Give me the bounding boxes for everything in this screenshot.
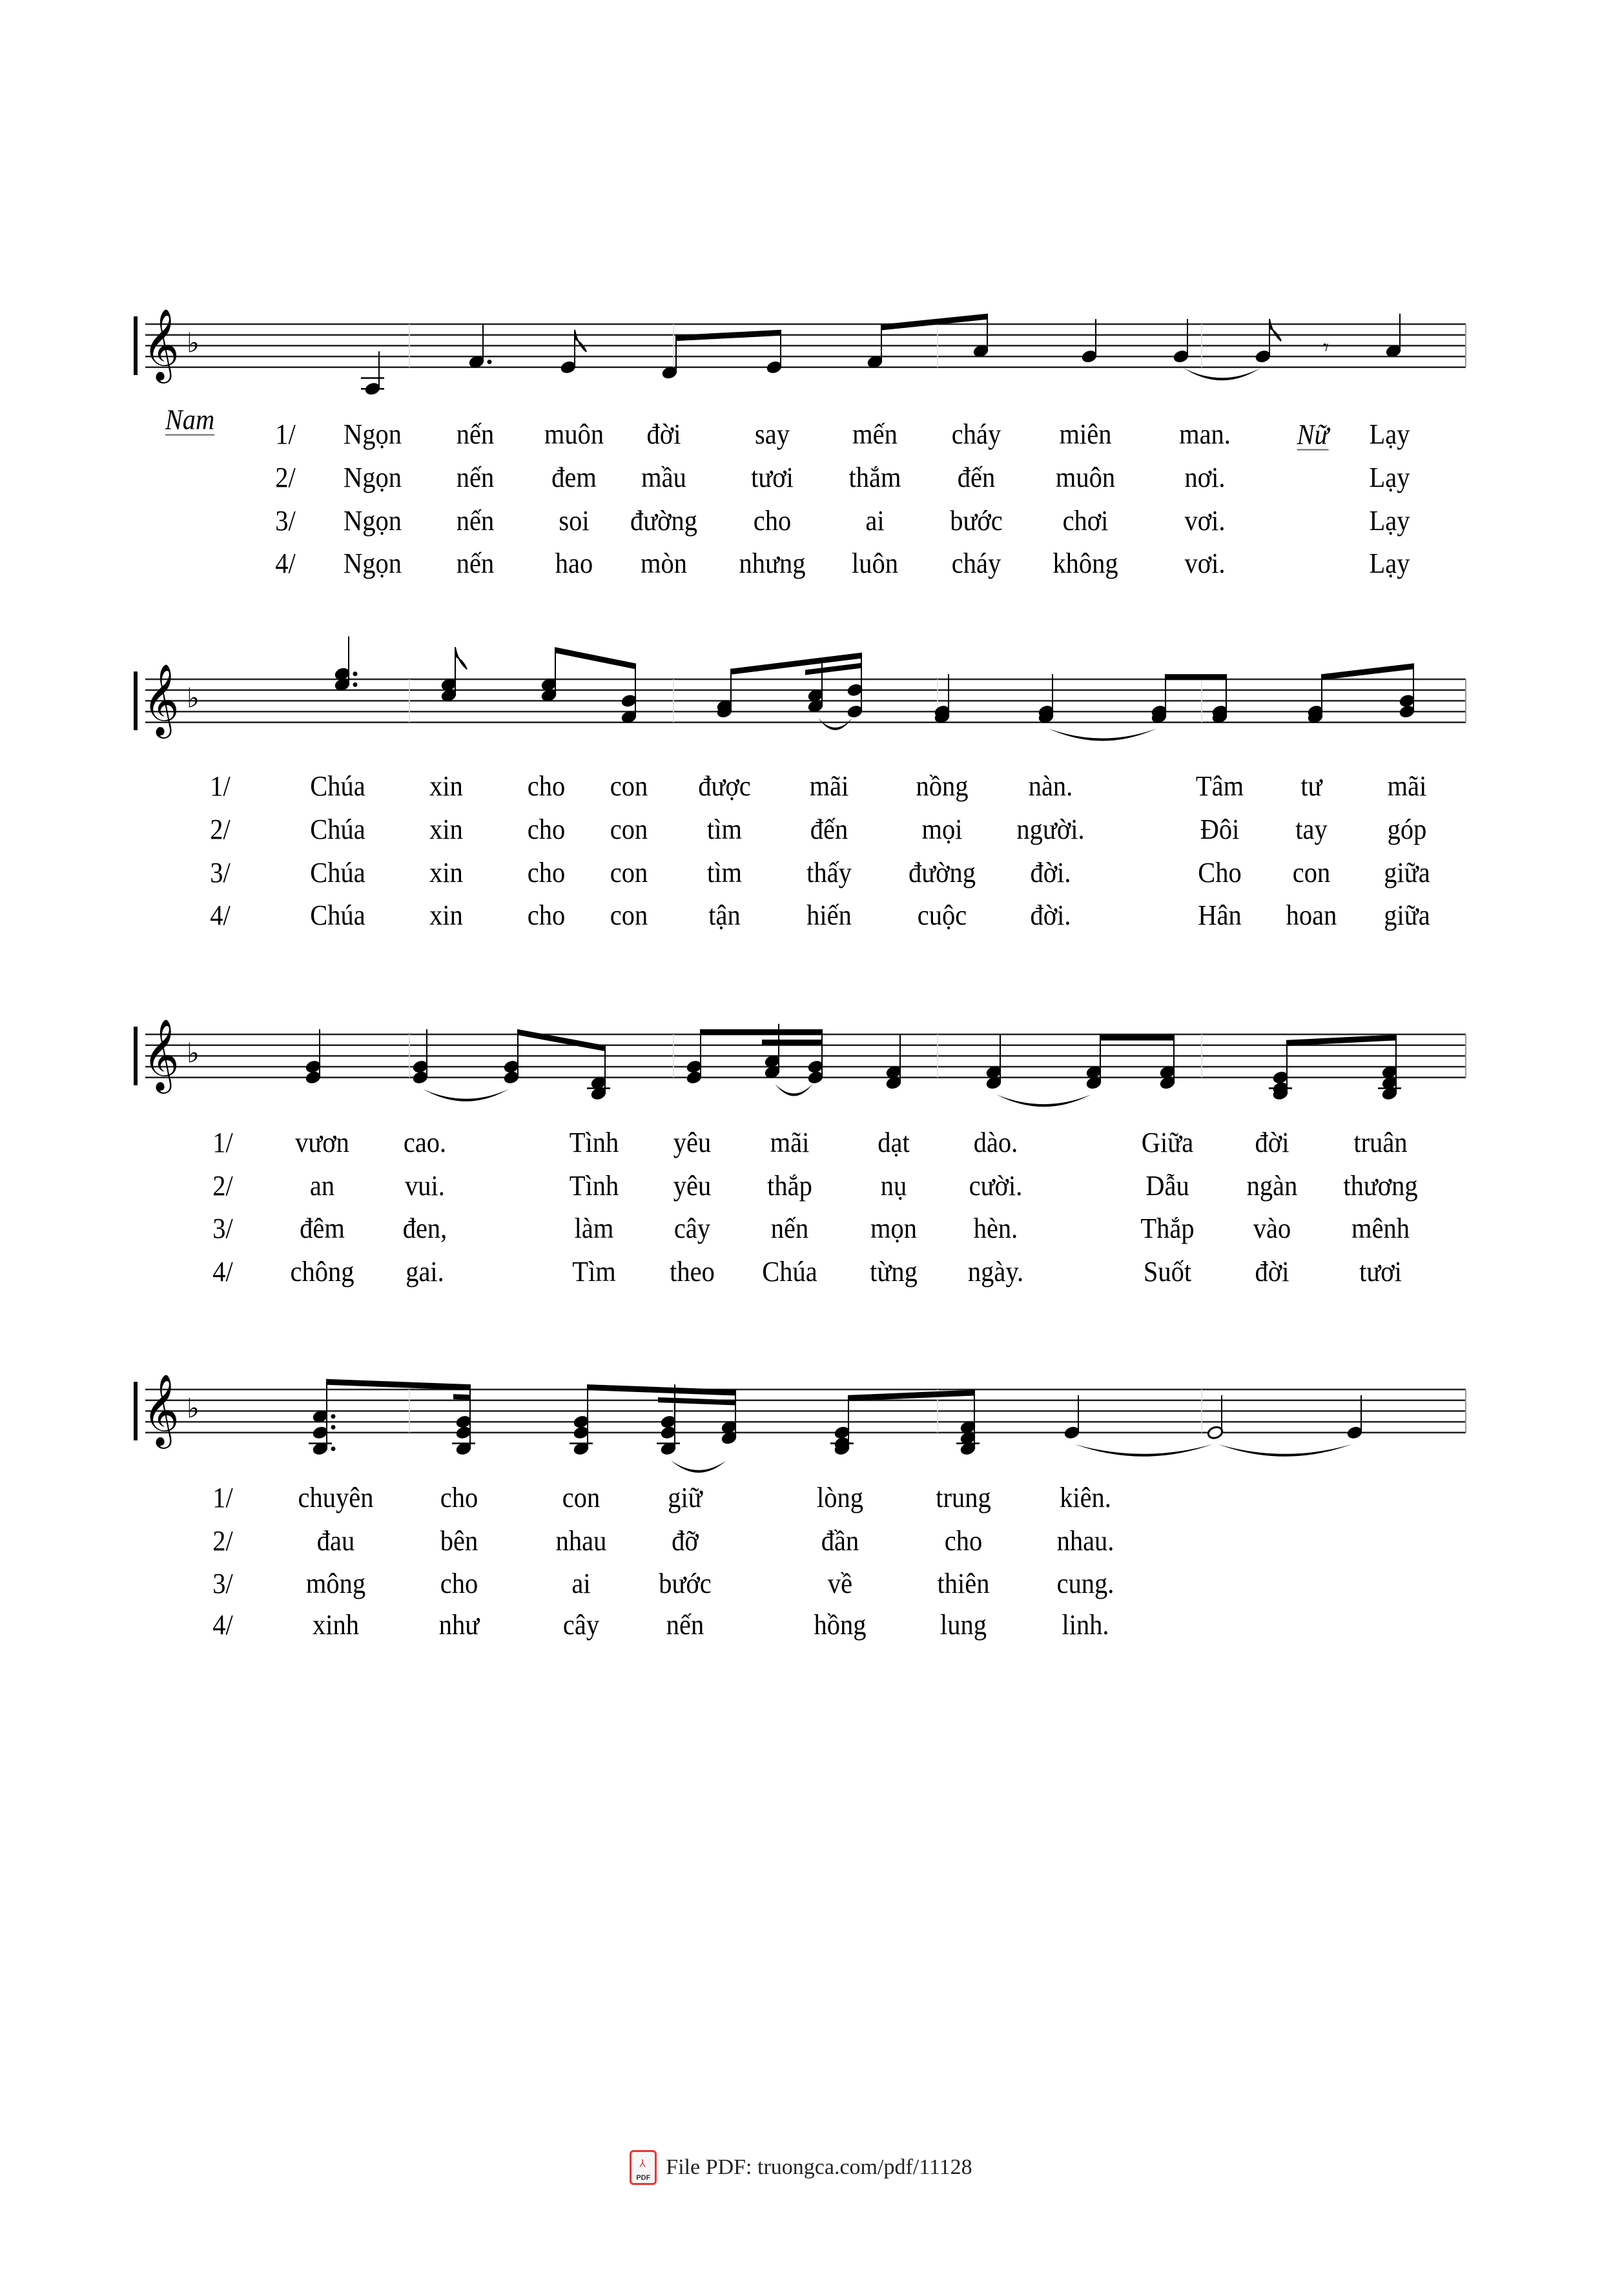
lyric-syllable: cho: [527, 857, 566, 888]
lyric-syllable: tìm: [707, 814, 742, 845]
lyric-syllable: bước: [950, 505, 1003, 537]
flat-key-signature-icon: ♭: [187, 1037, 200, 1069]
lyric-syllable: bên: [440, 1525, 478, 1557]
treble-clef-icon: 𝄞: [143, 663, 180, 736]
verse-number: 4/: [212, 1256, 233, 1287]
lyric-syllable: nến: [666, 1609, 704, 1641]
lyric-syllable: con: [562, 1482, 601, 1513]
augmentation-dot: [331, 1425, 336, 1430]
sixteenth-beam: [658, 1397, 675, 1403]
lyric-syllable: tươi: [1359, 1256, 1402, 1287]
lyric-syllable: không: [1053, 548, 1118, 579]
lyric-syllable: mến: [852, 418, 898, 450]
lyric-syllable: nến: [456, 505, 495, 537]
lyric-syllable: yêu: [673, 1170, 712, 1202]
lyric-syllable: Chúa: [310, 814, 365, 845]
lyric-syllable: an: [309, 1170, 335, 1202]
lyric-syllable: thiên: [937, 1568, 990, 1599]
verse-number: 3/: [212, 1568, 233, 1599]
lyric-syllable: cuộc: [917, 899, 967, 931]
lyric-syllable: lòng: [817, 1482, 863, 1513]
verse-number: 2/: [275, 462, 296, 493]
lyric-syllable: nến: [770, 1213, 809, 1244]
lyric-syllable: Chúa: [310, 770, 365, 802]
lyric-syllable: cho: [753, 505, 792, 537]
lyric-syllable: Lạy: [1369, 505, 1410, 537]
lyric-syllable: mãi: [770, 1127, 810, 1158]
lyric-syllable: truân: [1353, 1127, 1408, 1158]
eighth-flag: [575, 330, 586, 352]
lyric-syllable: chông: [290, 1256, 354, 1287]
flat-key-signature-icon: ♭: [187, 1392, 200, 1424]
beam: [518, 1029, 605, 1051]
lyric-syllable: soi: [559, 505, 590, 537]
verse-number: 3/: [210, 857, 231, 888]
lyric-syllable: nến: [456, 548, 495, 579]
lyric-syllable: yêu: [673, 1127, 712, 1158]
lyric-syllable: nến: [456, 462, 495, 493]
beam: [1322, 663, 1413, 680]
lyric-syllable: người.: [1016, 814, 1085, 845]
lyric-syllable: Ngọn: [344, 548, 402, 579]
beam: [327, 1379, 470, 1390]
lyric-syllable: nụ: [880, 1170, 907, 1202]
verse-number: 1/: [212, 1482, 233, 1513]
lyric-syllable: hao: [555, 548, 593, 579]
augmentation-dot: [331, 1446, 336, 1451]
lyric-syllable: làm: [574, 1213, 614, 1244]
lyric-syllable: cho: [527, 814, 566, 845]
lyric-syllable: cho: [440, 1568, 478, 1599]
footer[interactable]: [0, 2150, 1602, 2185]
lyric-syllable: vơi.: [1184, 505, 1226, 537]
augmentation-dot: [488, 360, 492, 364]
treble-clef-icon: 𝄞: [143, 1018, 180, 1091]
sixteenth-beam: [805, 668, 822, 675]
beam: [555, 647, 635, 669]
sixteenth-beam: [779, 1040, 822, 1045]
lyric-syllable: linh.: [1062, 1609, 1109, 1641]
lyric-syllable: tận: [708, 899, 741, 931]
lyric-syllable: xin: [429, 770, 463, 802]
beam: [588, 1384, 735, 1395]
lyric-syllable: thắm: [848, 462, 901, 493]
lyric-syllable: tư: [1300, 770, 1322, 802]
treble-clef-icon: 𝄞: [143, 308, 180, 381]
lyric-syllable: miên: [1059, 418, 1112, 450]
lyric-syllable: xin: [429, 857, 463, 888]
sixteenth-beam: [762, 1040, 779, 1045]
lyric-syllable: Chúa: [310, 899, 365, 931]
lyric-syllable: Lạy: [1369, 548, 1410, 579]
lyric-syllable: cao.: [403, 1127, 447, 1158]
lyric-syllable: dào.: [973, 1127, 1018, 1158]
lyric-syllable: đỡ: [672, 1525, 699, 1557]
tie: [671, 1461, 726, 1473]
beam: [676, 330, 781, 341]
lyric-syllable: con: [610, 857, 648, 888]
lyric-syllable: hoan: [1286, 899, 1337, 931]
lyric-syllable: đau: [316, 1525, 355, 1557]
lyric-syllable: vào: [1253, 1213, 1291, 1244]
eighth-flag: [1269, 319, 1281, 341]
verse-number: 1/: [210, 770, 231, 802]
lyric-syllable: cung.: [1056, 1568, 1114, 1599]
lyric-syllable: mòn: [641, 548, 687, 579]
verse-number: 3/: [212, 1213, 233, 1244]
tie: [1049, 728, 1156, 741]
beam: [1287, 1034, 1396, 1045]
eighth-rest-icon: 𝄾: [1323, 334, 1330, 361]
lyric-syllable: vui.: [405, 1170, 445, 1202]
beam: [1100, 1034, 1174, 1040]
lyric-syllable: giữa: [1384, 857, 1430, 888]
lyric-syllable: man.: [1179, 418, 1231, 450]
lyric-syllable: muôn: [544, 418, 604, 450]
flat-key-signature-icon: ♭: [187, 327, 200, 359]
lyric-syllable: mông: [305, 1568, 366, 1599]
lyric-syllable: bước: [659, 1568, 712, 1599]
system-bracket: [134, 1382, 138, 1440]
lyric-syllable: đần: [821, 1525, 859, 1557]
verse-number: 1/: [212, 1127, 233, 1158]
lyric-syllable: Ngọn: [344, 505, 402, 537]
lyric-syllable: say: [755, 418, 790, 450]
verse-number: 4/: [275, 548, 296, 579]
tie: [423, 1089, 509, 1102]
lyric-syllable: Chúa: [310, 857, 365, 888]
lyric-syllable: như: [438, 1609, 480, 1641]
lyric-syllable: thắp: [767, 1170, 812, 1202]
beam: [731, 653, 861, 675]
system-bracket: [134, 1027, 138, 1085]
lyric-syllable: Giữa: [1141, 1127, 1194, 1158]
lyric-syllable: cho: [440, 1482, 478, 1513]
lyric-syllable: nơi.: [1184, 462, 1226, 493]
augmentation-dot: [331, 1414, 336, 1419]
tie: [996, 1094, 1091, 1107]
beam: [881, 314, 987, 331]
lyric-syllable: vươn: [295, 1127, 349, 1158]
lyric-syllable: ngày.: [967, 1256, 1024, 1287]
lyric-syllable: Cho: [1198, 857, 1242, 888]
lyric-syllable: Tìm: [572, 1256, 616, 1287]
lyric-syllable: Tình: [569, 1170, 619, 1202]
lyric-syllable: chuyên: [298, 1482, 374, 1513]
lyric-syllable: đường: [630, 505, 698, 537]
lyric-syllable: ai: [865, 505, 885, 537]
verse-number: 2/: [212, 1170, 233, 1202]
sixteenth-beam: [453, 1394, 470, 1400]
verse-number: 1/: [275, 418, 296, 450]
verse-number: 4/: [210, 899, 231, 931]
lyric-syllable: hiến: [806, 899, 852, 931]
lyric-syllable: tay: [1295, 814, 1328, 845]
lyric-syllable: Đôi: [1200, 814, 1240, 845]
lyric-syllable: Ngọn: [344, 418, 402, 450]
lyric-syllable: Dẫu: [1145, 1170, 1189, 1202]
part-label-men: Nam: [165, 404, 215, 436]
lyric-syllable: Suốt: [1143, 1256, 1192, 1287]
lyric-syllable: đời: [646, 418, 681, 450]
lyric-syllable: cây: [562, 1609, 600, 1641]
lyric-syllable: Thắp: [1140, 1213, 1195, 1244]
lyric-syllable: Hân: [1198, 899, 1242, 931]
lyric-syllable: góp: [1387, 814, 1427, 845]
lyric-syllable: dạt: [878, 1127, 910, 1158]
lyric-syllable: ai: [571, 1568, 591, 1599]
lyric-syllable: nàn.: [1028, 770, 1073, 802]
flat-key-signature-icon: ♭: [187, 682, 200, 714]
eighth-flag: [455, 647, 467, 669]
lyric-syllable: Chúa: [762, 1256, 817, 1287]
lyric-syllable: cười.: [969, 1170, 1023, 1202]
lyric-syllable: cho: [527, 899, 566, 931]
lyric-syllable: xinh: [313, 1609, 359, 1641]
lyric-syllable: đến: [810, 814, 848, 845]
lyric-syllable: xin: [429, 814, 463, 845]
lyric-syllable: cho: [527, 770, 566, 802]
lyric-syllable: gai.: [406, 1256, 444, 1287]
augmentation-dot: [353, 682, 358, 687]
lyric-syllable: Lạy: [1369, 462, 1410, 493]
lyric-syllable: muôn: [1055, 462, 1116, 493]
lyric-syllable: đời: [1255, 1256, 1289, 1287]
lyric-syllable: cho: [944, 1525, 983, 1557]
verse-number: 4/: [212, 1609, 233, 1641]
lyric-syllable: nhau: [555, 1525, 607, 1557]
lyric-syllable: mênh: [1351, 1213, 1410, 1244]
lyric-syllable: đời: [1255, 1127, 1289, 1158]
lyric-syllable: cây: [673, 1213, 711, 1244]
verse-number: 2/: [212, 1525, 233, 1557]
lyric-syllable: đêm: [300, 1213, 345, 1244]
tie: [1184, 368, 1260, 380]
lyric-syllable: con: [610, 814, 648, 845]
lyric-syllable: cháy: [951, 548, 1001, 579]
lyric-syllable: nến: [456, 418, 495, 450]
lyric-syllable: cháy: [951, 418, 1001, 450]
lyric-syllable: đời.: [1030, 857, 1071, 888]
sixteenth-beam: [822, 663, 861, 673]
augmentation-dot: [353, 671, 358, 676]
lyric-syllable: Lạy: [1369, 418, 1410, 450]
lyric-syllable: đời.: [1030, 899, 1071, 931]
lyric-syllable: hèn.: [973, 1213, 1018, 1244]
lyric-syllable: con: [1292, 857, 1331, 888]
tie: [1218, 1444, 1352, 1457]
lyric-syllable: giữ: [668, 1482, 703, 1513]
lyric-syllable: chơi: [1062, 505, 1109, 537]
pdf-link[interactable]: File PDF: truongca.com/pdf/11128: [666, 2155, 972, 2179]
lyric-syllable: đen,: [402, 1213, 447, 1244]
lyric-syllable: Tình: [569, 1127, 619, 1158]
lyric-syllable: Tâm: [1195, 770, 1244, 802]
lyric-syllable: hồng: [814, 1609, 867, 1641]
lyric-syllable: vơi.: [1184, 548, 1226, 579]
treble-clef-icon: 𝄞: [143, 1373, 180, 1446]
lyric-syllable: mãi: [809, 770, 849, 802]
lyric-syllable: được: [698, 770, 751, 802]
lyric-syllable: lung: [940, 1609, 987, 1641]
lyric-syllable: thương: [1343, 1170, 1418, 1202]
lyric-syllable: luôn: [852, 548, 898, 579]
tie: [818, 718, 852, 730]
beam: [701, 1029, 822, 1035]
tie: [1074, 1444, 1213, 1457]
beam: [1166, 674, 1226, 680]
lyric-syllable: trung: [936, 1482, 991, 1513]
lyric-syllable: xin: [429, 899, 463, 931]
sixteenth-beam: [675, 1398, 735, 1405]
lyric-syllable: nồng: [916, 770, 969, 802]
lyric-syllable: kiên.: [1060, 1482, 1111, 1513]
lyric-syllable: đường: [908, 857, 976, 888]
lyric-syllable: mãi: [1387, 770, 1427, 802]
beam: [848, 1389, 974, 1400]
lyric-syllable: đem: [551, 462, 597, 493]
lyric-syllable: mầu: [641, 462, 686, 493]
verse-number: 2/: [210, 814, 231, 845]
lyric-syllable: con: [610, 899, 648, 931]
lyric-syllable: ngàn: [1246, 1170, 1298, 1202]
part-label-women: Nữ: [1297, 418, 1329, 451]
lyric-syllable: nhau.: [1056, 1525, 1114, 1557]
lyric-syllable: mọn: [870, 1213, 917, 1244]
lyric-syllable: từng: [870, 1256, 918, 1287]
system-bracket: [134, 671, 138, 730]
lyric-syllable: tìm: [707, 857, 742, 888]
lyric-syllable: về: [827, 1568, 853, 1599]
system-bracket: [134, 316, 138, 375]
lyric-syllable: Ngọn: [344, 462, 402, 493]
lyric-syllable: tươi: [751, 462, 794, 493]
lyric-syllable: nhưng: [739, 548, 806, 579]
lyric-syllable: giữa: [1384, 899, 1430, 931]
lyric-syllable: theo: [670, 1256, 715, 1287]
lyric-syllable: mọi: [921, 814, 963, 845]
pdf-file-icon[interactable]: ⅄ PDF: [630, 2150, 657, 2185]
lyric-syllable: thấy: [806, 857, 852, 888]
tie: [775, 1083, 813, 1096]
lyric-syllable: đến: [957, 462, 996, 493]
lyric-syllable: con: [610, 770, 648, 802]
verse-number: 3/: [275, 505, 296, 537]
